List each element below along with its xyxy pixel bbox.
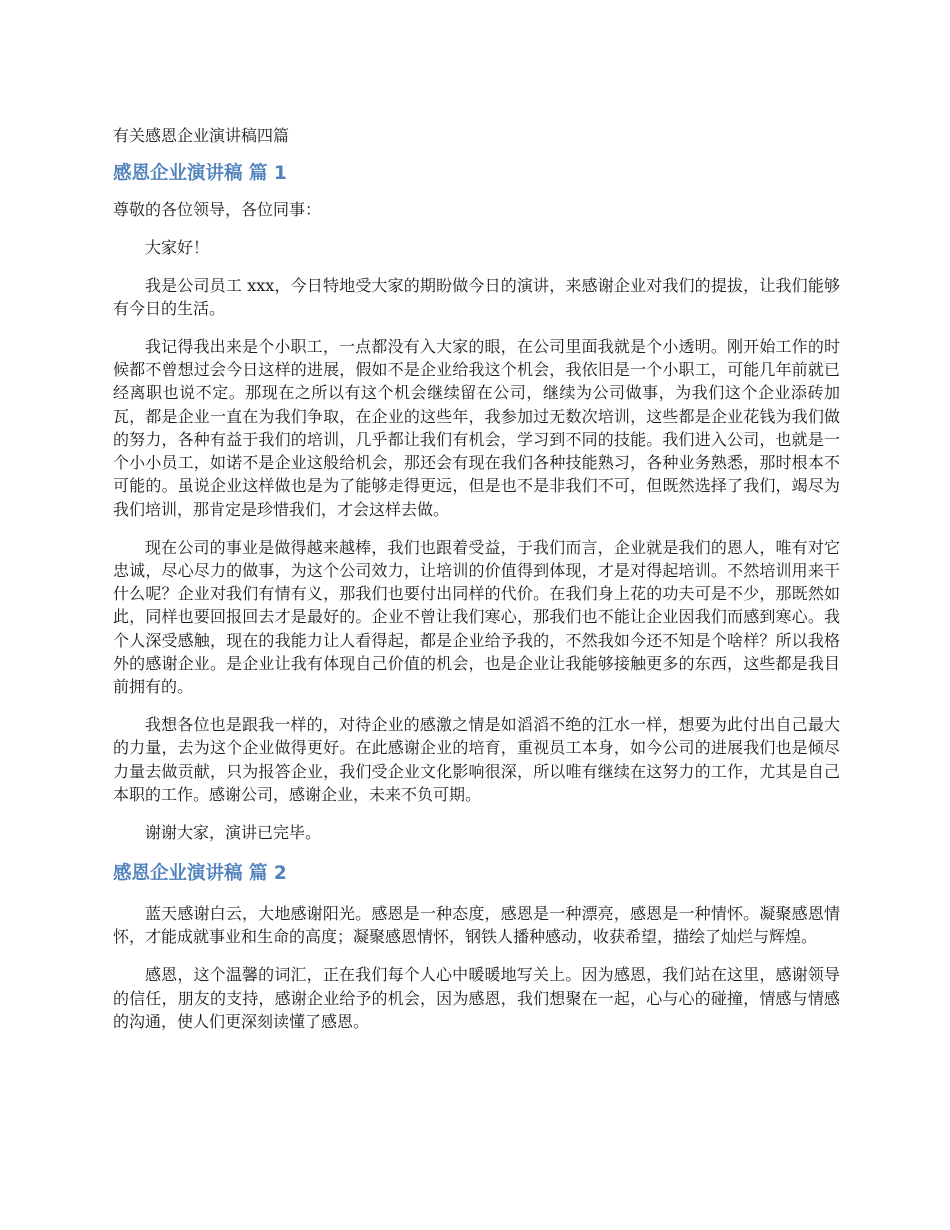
body-paragraph: 我想各位也是跟我一样的，对待企业的感激之情是如滔滔不绝的江水一样，想要为此付出自己最大的力量，去为这个企业做得更好。在此感谢企业的培育，重视员工本身，如今公司的进展我们也是倾尽力量去做贡献，只为报答企业，我们受企业文化影响很深，所以唯有继续在这努力的工作，尤其是自己本职的工作。感谢公司，感谢企业，未来不负可期。 xyxy=(113,715,840,805)
document-title: 有关感恩企业演讲稿四篇 xyxy=(113,126,290,145)
body-paragraph: 我记得我出来是个小职工，一点都没有入大家的眼，在公司里面我就是个小透明。刚开始工作的时候都不曾想过会今日这样的进展，假如不是企业给我这个机会，我依旧是一个小职工，可能几年前就已经离职也说不定。那现在之所以有这个机会继续留在公司，继续为公司做事，为我们这个企业添砖加瓦，都是企业一直在为我们争取，在企业的这些年，我参加过无数次培训，这些都是企业花钱为我们做的努力，各种有益于我们的培训，几乎都让我们有机会，学习到不同的技能。我们进入公司，也就是一个小小员工，如诺不是企业这般给机会，那还会有现在我们各种技能熟习，各种业务熟悉，那时根本不可能的。虽说企业这样做也是为了能够走得更远，但是也不是非我们不可，但既然选择了我们，竭尽为我们培训，那肯定是珍惜我们，才会这样去做。 xyxy=(113,336,840,519)
greeting-paragraph: 大家好！ xyxy=(145,237,210,257)
section-heading: 感恩企业演讲稿 篇 1 xyxy=(113,163,287,184)
body-paragraph: 现在公司的事业是做得越来越棒，我们也跟着受益，于我们而言，企业就是我们的恩人，唯有对它忠诚，尽心尽力的做事，为这个公司效力，让培训的价值得到体现，才是对得起培训。不然培训用来干什么呢？企业对我们有情有义，那我们也要付出同样的代价。在我们身上花的功夫可是不少，那既然如此，同样也要回报回去才是最好的。企业不曾让我们寒心，那我们也不能让企业因我们而感到寒心。我个人深受感触，现在的我能力让人看得起，都是企业给予我的，不然我如今还不知是个啥样？所以我格外的感谢企业。是企业让我有体现自己价值的机会，也是企业让我能够接触更多的东西，这些都是我目前拥有的。 xyxy=(113,537,840,697)
closing-paragraph: 谢谢大家，演讲已完毕。 xyxy=(145,822,322,842)
body-paragraph: 蓝天感谢白云，大地感谢阳光。感恩是一种态度，感恩是一种漂亮，感恩是一种情怀。凝聚感恩情怀，才能成就事业和生命的高度；凝聚感恩情怀，钢铁人播种感动，收获希望，描绘了灿烂与辉煌。 xyxy=(113,904,840,947)
body-paragraph: 我是公司员工 xxx，今日特地受大家的期盼做今日的演讲，来感谢企业对我们的提拔，让我们能够有今日的生活。 xyxy=(113,275,840,318)
section-heading: 感恩企业演讲稿 篇 2 xyxy=(113,863,287,885)
section-2 xyxy=(113,860,840,1033)
document-page xyxy=(113,124,840,1048)
body-paragraph: 感恩，这个温馨的词汇，正在我们每个人心中暖暖地写关上。因为感恩，我们站在这里，感谢领导的信任，朋友的支持，感谢企业给予的机会，因为感恩，我们想聚在一起，心与心的碰撞，情感与情感的沟通，使人们更深刻读懂了感恩。 xyxy=(113,965,840,1031)
salutation-paragraph: 尊敬的各位领导，各位同事： xyxy=(113,200,322,219)
section-1 xyxy=(113,160,840,844)
